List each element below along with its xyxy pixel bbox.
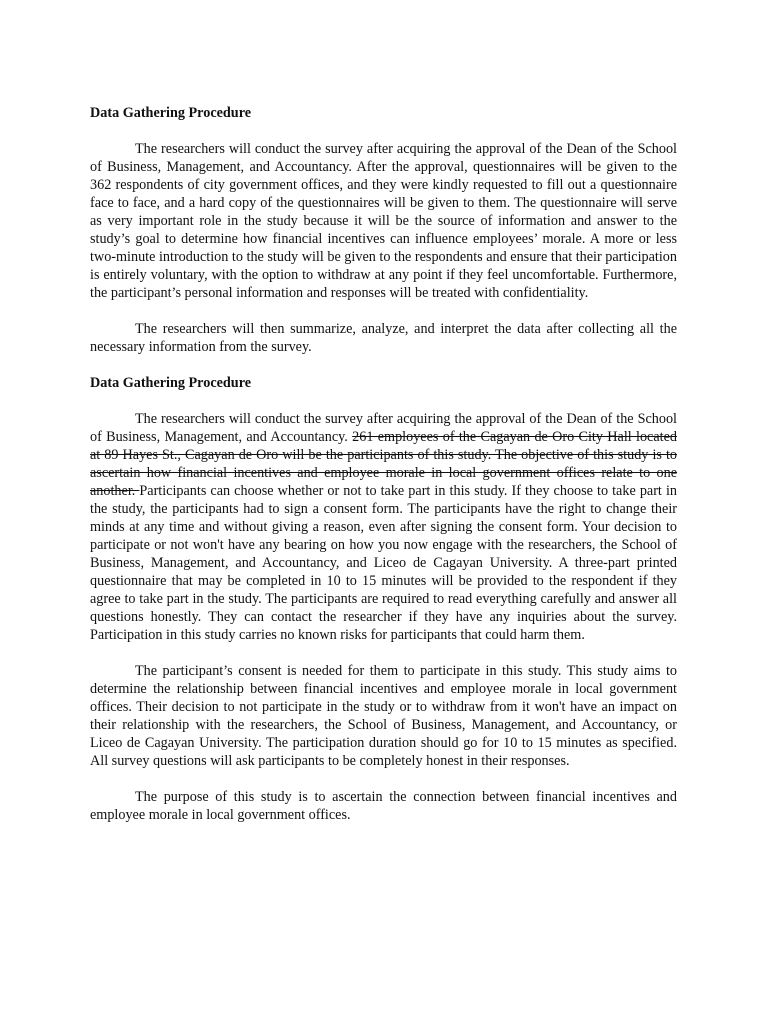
text: The researchers will conduct the survey after acquiring the approval of the Dean of the School of Business, Management, and Accountancy. [90,411,677,445]
struck-text: 261 employees of the Cagayan de Oro City Hall located at 89 Hayes St., Cagayan de Oro will be the participants of this study. The objective of this study is to ascertain how financial incentives and employee morale in local government offices relate to one another. [90,429,677,499]
text: Participants can choose whether or not to take part in this study. If they choose to take part in the study, the participants had to sign a consent form. The participants have the right to change their minds at any time and without giving a reason, even after signing the consent form. Your decision to participate or not won't have any bearing on how you now engage with the researchers, the School of Business, Management, and Accountancy, and Liceo de Cagayan University. A three-part printed questionnaire that may be completed in 10 to 15 minutes will be provided to the respondent if they agree to take part in the study. The participants are required to read everything carefully and answer all questions honestly. They can contact the researcher if they have any inquiries about the survey. Participation in this study carries no known risks for participants that could harm them. [90,483,677,643]
section-2 [90,374,677,824]
section-heading: Data Gathering Procedure [90,105,252,121]
section-1 [90,104,677,356]
paragraph-with-strikethrough [90,410,677,644]
paragraph: The purpose of this study is to ascertain the connection between financial incentives and employee morale in local government offices. [90,789,677,823]
paragraph: The researchers will conduct the survey after acquiring the approval of the Dean of the School of Business, Management, and Accountancy. After the approval, questionnaires will be given to the 362 respondents of city government offices, and they were kindly requested to fill out a questionnaire face to face, and a hard copy of the questionnaires will be given to them. The questionnaire will serve as very important role in the study because it will be the source of information and answer to the study’s goal to determine how financial incentives can influence employees’ morale. A more or less two-minute introduction to the study will be given to the respondents and ensure that their participation is entirely voluntary, with the option to withdraw at any point if they feel uncomfortable. Furthermore, the participant’s personal information and responses will be treated with confidentiality. [90,141,677,301]
section-heading: Data Gathering Procedure [90,375,252,391]
paragraph: The researchers will then summarize, analyze, and interpret the data after collecting all the necessary information from the survey. [90,321,677,355]
paragraph: The participant’s consent is needed for them to participate in this study. This study aims to determine the relationship between financial incentives and employee morale in local government offices. Their decision to not participate in the study or to withdraw from it won't have an impact on their relationship with the researchers, the School of Business, Management, and Accountancy, or Liceo de Cagayan University. The participation duration should go for 10 to 15 minutes as specified. All survey questions will ask participants to be completely honest in their responses. [90,663,677,769]
document-page [90,104,677,842]
